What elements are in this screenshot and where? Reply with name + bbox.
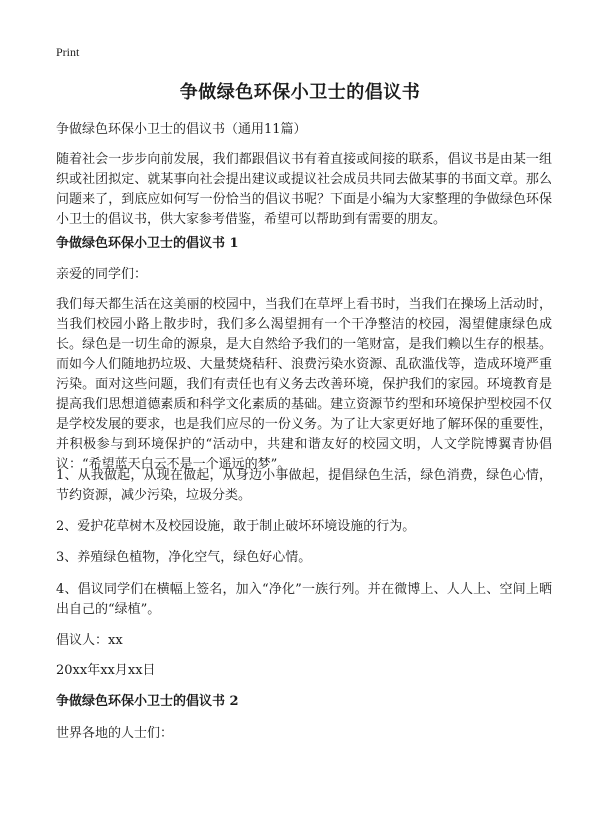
date-line: 20xx年xx月xx日 — [56, 663, 156, 678]
section-2-greeting: 世界各地的人士们： — [56, 726, 174, 741]
list-item: 3、养殖绿色植物，净化空气，绿色好心情。 — [56, 550, 312, 565]
list-item: 1、从我做起，从现在做起，从身边小事做起，提倡绿色生活，绿色消费，绿色心情，节约资源，减少污染，垃圾分类。 — [56, 468, 552, 503]
section-1-greeting: 亲爱的同学们： — [56, 267, 148, 282]
list-item: 4、倡议同学们在横幅上签名，加入“净化”一族行列。并在微博上、人人上、空间上晒出自己的“绿植”。 — [56, 582, 552, 617]
document-subtitle: 争做绿色环保小卫士的倡议书（通用11篇） — [56, 122, 307, 137]
section-1-paragraph: 我们每天都生活在这美丽的校园中，当我们在草坪上看书时，当我们在操场上活动时，当我们校园小路上散步时，我们多么渴望拥有一个干净整洁的校园，渴望健康绿色成长。绿色是一切生命的源泉，是大自然给予我们的一笔财富，是我们赖以生存的根基。而如今人们随地扔垃圾、大量焚烧秸秆、浪费污染水资源、乱砍滥伐等，造成环境严重污染。面对这些问题，我们有责任也有义务去改善环境，保护我们的家园。环境教育是提高我们思想道德素质和科学文化素质的基础。建立资源节约型和环境保护型校园不仅是学校发展的要求，也是我们应尽的一份义务。为了让大家更好地了解环保的重要性，并积极参与到环境保护的“活动中，共建和谐友好的校园文明，人文学院博翼青协倡议：“希望蓝天白云不是一个遥远的梦”。 — [56, 297, 552, 472]
section-2-heading: 争做绿色环保小卫士的倡议书 2 — [56, 694, 239, 709]
document-title: 争做绿色环保小卫士的倡议书 — [179, 82, 421, 103]
print-label: Print — [56, 45, 80, 59]
section-1-heading: 争做绿色环保小卫士的倡议书 1 — [56, 236, 239, 251]
list-item: 2、爱护花草树木及校园设施，敢于制止破坏环境设施的行为。 — [56, 519, 416, 534]
intro-paragraph: 随着社会一步步向前发展，我们都跟倡议书有着直接或间接的联系，倡议书是由某一组织或社团拟定、就某事向社会提出建议或提议社会成员共同去做某事的书面文章。那么问题来了，到底应如何写一份恰当的倡议书呢？下面是小编为大家整理的争做绿色环保小卫士的倡议书，供大家参考借鉴，希望可以帮助到有需要的朋友。 — [56, 152, 552, 227]
signature-line: 倡议人：xx — [56, 633, 123, 648]
